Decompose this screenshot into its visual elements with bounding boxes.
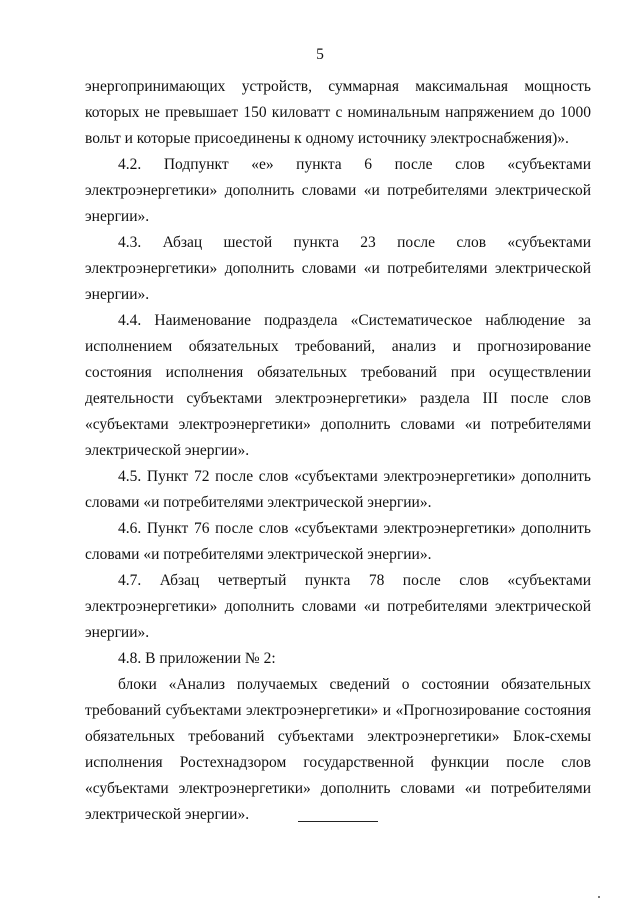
document-body bbox=[85, 74, 591, 828]
paragraph-blocks: блоки «Анализ получаемых сведений о состоянии обязательных требований субъектами электроэнергетики» и «Прогнозирование состояния обязательных требований субъектами электроэнергетики» Блок-схемы исполнения Ростехнадзором государственной функции после слов «субъектами электроэнергетики» дополнить словами «и потребителями электрической энергии». bbox=[85, 676, 591, 823]
paragraph-4-4: 4.4. Наименование подраздела «Систематическое наблюдение за исполнением обязательных требований, анализ и прогнозирование состояния исполнения обязательных требований при осуществлении деятельности субъектами электроэнергетики» раздела III после слов «субъектами электроэнергетики» дополнить словами «и потребителями электрической энергии». bbox=[85, 312, 591, 459]
paragraph-4-7: 4.7. Абзац четвертый пункта 78 после слов «субъектами электроэнергетики» дополнить словами «и потребителями электрической энергии». bbox=[85, 572, 591, 641]
paragraph-continuation: энергопринимающих устройств, суммарная максимальная мощность которых не превышает 150 киловатт с номинальным напряжением до 1000 вольт и которые присоединены к одному источнику электроснабжения)». bbox=[85, 78, 591, 147]
paragraph-4-6: 4.6. Пункт 76 после слов «субъектами электроэнергетики» дополнить словами «и потребителями электрической энергии». bbox=[85, 520, 591, 563]
paragraph-4-3: 4.3. Абзац шестой пункта 23 после слов «субъектами электроэнергетики» дополнить словами «и потребителями электрической энергии». bbox=[85, 234, 591, 303]
scan-speck bbox=[598, 896, 600, 898]
end-separator-line bbox=[298, 821, 378, 822]
paragraph-4-2: 4.2. Подпункт «е» пункта 6 после слов «субъектами электроэнергетики» дополнить словами «и потребителями электрической энергии». bbox=[85, 156, 591, 225]
paragraph-4-8: 4.8. В приложении № 2: bbox=[118, 650, 276, 667]
paragraph-4-5: 4.5. Пункт 72 после слов «субъектами электроэнергетики» дополнить словами «и потребителями электрической энергии». bbox=[85, 468, 591, 511]
page-number: 5 bbox=[316, 46, 324, 63]
